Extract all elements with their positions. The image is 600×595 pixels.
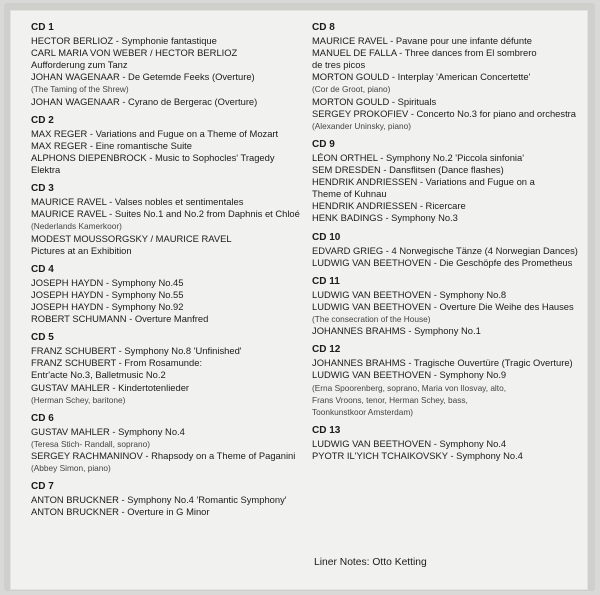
work-line: FRANZ SCHUBERT - Symphony No.8 'Unfinished' xyxy=(31,345,242,357)
work-line: LUDWIG VAN BEETHOVEN - Die Geschöpfe des Prometheus xyxy=(312,256,573,268)
cd-title: CD 5 xyxy=(31,332,54,344)
cd-block xyxy=(31,183,311,257)
cd-title: CD 8 xyxy=(312,22,335,33)
cd-block xyxy=(312,139,584,225)
performer-note: (Abbey Simon, piano) xyxy=(31,463,111,474)
work-line: ROBERT SCHUMANN - Overture Manfred xyxy=(31,313,209,325)
work-line: MAURICE RAVEL - Pavane pour une infante défunte xyxy=(312,35,532,47)
work-line: MAURICE RAVEL - Suites No.1 and No.2 from Daphnis et Chloé xyxy=(31,208,300,220)
work-line: Elektra xyxy=(31,164,61,176)
tracklist-sheet xyxy=(10,10,588,590)
right-column xyxy=(312,22,584,469)
work-line: GUSTAV MAHLER - Symphony No.4 xyxy=(31,425,185,437)
work-line: MORTON GOULD - Spirituals xyxy=(312,95,437,107)
cd-title: CD 4 xyxy=(31,263,54,275)
work-line: SERGEY PROKOFIEV - Concerto No.3 for piano and orchestra xyxy=(312,107,577,119)
work-line: EDVARD GRIEG - 4 Norwegische Tänze (4 Norwegian Dances) xyxy=(312,244,578,256)
performer-note: (Erna Spoorenberg, soprano, Maria von Ilosvay, alto, xyxy=(312,382,507,393)
work-line: HENDRIK ANDRIESSEN - Variations and Fugue on a xyxy=(312,176,535,188)
work-line: PYOTR IL'YICH TCHAIKOVSKY - Symphony No.4 xyxy=(312,450,523,461)
cd-block xyxy=(31,264,311,325)
cd-title: CD 13 xyxy=(312,424,341,436)
work-line: SEM DRESDEN - Dansflitsen (Dance flashes) xyxy=(312,164,504,176)
cd-title: CD 1 xyxy=(31,22,54,33)
work-line: HENDRIK ANDRIESSEN - Ricercare xyxy=(312,200,466,212)
cd-title: CD 6 xyxy=(31,412,54,424)
cd-block xyxy=(312,22,584,132)
work-line: Entr'acte No.3, Balletmusic No.2 xyxy=(31,369,166,381)
work-line: JOSEPH HAYDN - Symphony No.45 xyxy=(31,276,184,288)
work-line: JOHAN WAGENAAR - De Getemde Feeks (Overture) xyxy=(31,71,255,83)
work-line: LUDWIG VAN BEETHOVEN - Symphony No.4 xyxy=(312,437,507,449)
cd-block xyxy=(31,332,311,406)
performer-note: (Cor de Groot, piano) xyxy=(312,84,391,95)
work-line: LUDWIG VAN BEETHOVEN - Symphony No.8 xyxy=(312,288,507,300)
cd-title: CD 7 xyxy=(31,481,54,493)
work-line: JOHANNES BRAHMS - Tragische Ouvertüre (Tragic Overture) xyxy=(312,357,573,369)
work-line: ANTON BRUCKNER - Overture in G Minor xyxy=(31,506,210,518)
work-line: JOSEPH HAYDN - Symphony No.55 xyxy=(31,288,184,300)
work-line: LUDWIG VAN BEETHOVEN - Symphony No.9 xyxy=(312,369,507,381)
cd-title: CD 12 xyxy=(312,344,341,356)
work-line: LUDWIG VAN BEETHOVEN - Overture Die Weihe des Hauses xyxy=(312,300,574,312)
cd-title: CD 9 xyxy=(312,138,335,150)
work-line: CARL MARIA VON WEBER / HECTOR BERLIOZ xyxy=(31,47,238,59)
cd-title: CD 10 xyxy=(312,231,341,243)
work-line: MAURICE RAVEL - Valses nobles et sentimentales xyxy=(31,196,244,208)
work-line: MANUEL DE FALLA - Three dances from El sombrero xyxy=(312,47,537,59)
cd-title: CD 11 xyxy=(312,275,340,287)
work-line: GUSTAV MAHLER - Kindertotenlieder xyxy=(31,381,190,393)
performer-note: (Alexander Uninsky, piano) xyxy=(312,120,411,131)
work-line: MAX REGER - Variations and Fugue on a Theme of Mozart xyxy=(31,127,279,139)
performer-note: (Herman Schey, baritone) xyxy=(31,394,126,405)
work-line: LÉON ORTHEL - Symphony No.2 'Piccola sinfonia' xyxy=(312,151,524,163)
performer-note: (The Taming of the Shrew) xyxy=(31,84,129,95)
work-line: Theme of Kuhnau xyxy=(312,188,387,200)
work-line: de tres picos xyxy=(312,59,366,71)
cd-title: CD 2 xyxy=(31,114,54,126)
work-line: JOHANNES BRAHMS - Symphony No.1 xyxy=(312,325,481,337)
performer-note: (The consecration of the House) xyxy=(312,314,431,325)
work-line: JOSEPH HAYDN - Symphony No.92 xyxy=(31,300,184,312)
work-line: HENK BADINGS - Symphony No.3 xyxy=(312,212,458,224)
cd-title: CD 3 xyxy=(31,183,54,195)
work-line: FRANZ SCHUBERT - From Rosamunde: xyxy=(31,357,203,369)
performer-note: (Teresa Stich- Randall, soprano) xyxy=(31,438,150,449)
cd-block xyxy=(31,481,311,518)
cd-block xyxy=(31,22,311,108)
work-line: ALPHONS DIEPENBROCK - Music to Sophocles' Tragedy xyxy=(31,151,275,163)
work-line: JOHAN WAGENAAR - Cyrano de Bergerac (Overture) xyxy=(31,95,258,107)
performer-note: Toonkunstkoor Amsterdam) xyxy=(312,406,413,417)
work-line: MORTON GOULD - Interplay 'American Concertette' xyxy=(312,71,531,83)
liner-notes: Liner Notes: Otto Ketting xyxy=(314,557,427,568)
work-line: MAX REGER - Eine romantische Suite xyxy=(31,139,192,151)
cd-block xyxy=(312,232,584,269)
performer-note: (Nederlands Kamerkoor) xyxy=(31,221,122,232)
work-line: ANTON BRUCKNER - Symphony No.4 'Romantic Symphony' xyxy=(31,494,287,506)
left-column xyxy=(31,22,311,525)
work-line: MODEST MOUSSORGSKY / MAURICE RAVEL xyxy=(31,232,232,244)
performer-note: Frans Vroons, tenor, Herman Schey, bass, xyxy=(312,394,468,405)
work-line: HECTOR BERLIOZ - Symphonie fantastique xyxy=(31,35,217,47)
cd-block xyxy=(31,413,311,474)
work-line: Aufforderung zum Tanz xyxy=(31,59,128,71)
cd-block xyxy=(312,276,584,337)
cd-block xyxy=(31,115,311,176)
cd-block xyxy=(312,425,584,462)
cd-block xyxy=(312,344,584,418)
work-line: Pictures at an Exhibition xyxy=(31,244,132,256)
work-line: SERGEY RACHMANINOV - Rhapsody on a Theme of Paganini xyxy=(31,450,296,461)
